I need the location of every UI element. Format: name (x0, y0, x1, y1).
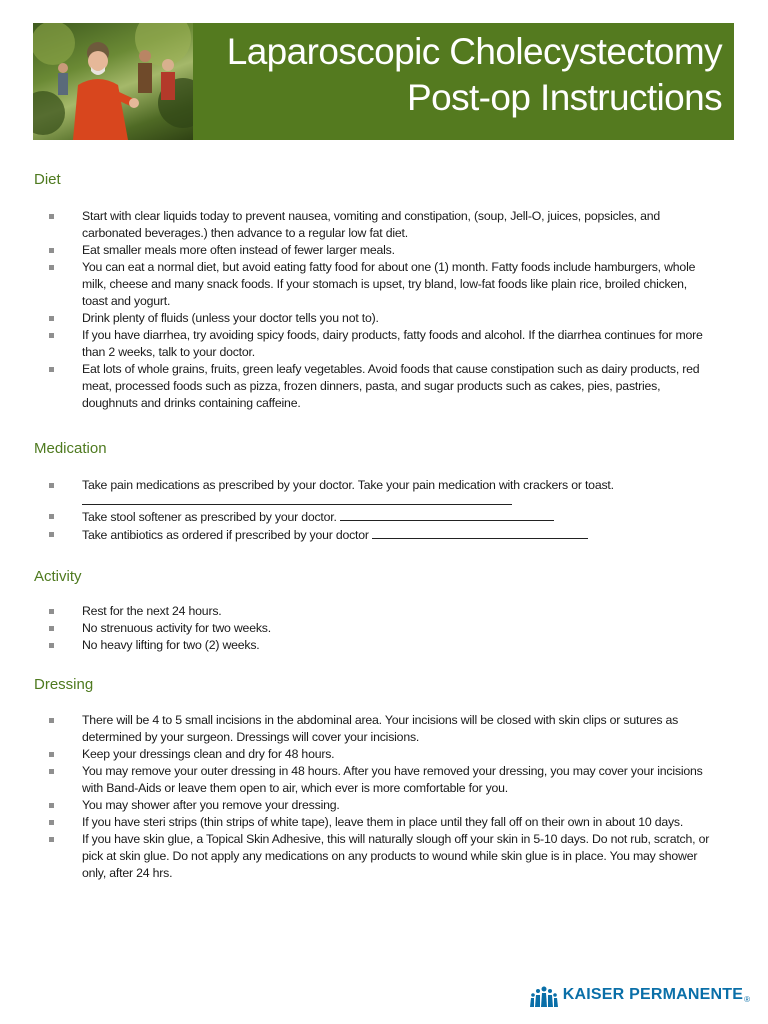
section-title-activity: Activity (34, 568, 82, 585)
section-title-diet: Diet (34, 171, 61, 188)
bullet-icon (49, 367, 54, 372)
kp-symbol-icon (530, 983, 558, 1007)
bullet-icon (49, 333, 54, 338)
section-activity (34, 568, 714, 654)
bullet-icon (49, 769, 54, 774)
list-item: You can eat a normal diet, but avoid eating fatty food for about one (1) month. Fatty foods include hamburgers, whole milk, cheese and many snack foods. If your stomach is upset, try bland, low-fat foods like plain rice, broiled chicken, toast and yogurt. (34, 259, 714, 310)
header-banner (33, 23, 734, 140)
list-item: No heavy lifting for two (2) weeks. (34, 637, 714, 654)
list-item: Rest for the next 24 hours. (34, 603, 714, 620)
diet-list (34, 208, 714, 412)
bullet-icon (49, 316, 54, 321)
list-item: Take stool softener as prescribed by your doctor. (34, 508, 714, 526)
bullet-icon (49, 752, 54, 757)
list-item: Keep your dressings clean and dry for 48 hours. (34, 746, 714, 763)
list-item: If you have steri strips (thin strips of white tape), leave them in place until they fall off on their own in about 10 days. (34, 814, 714, 831)
list-item: If you have skin glue, a Topical Skin Adhesive, this will naturally slough off your skin in 5-10 days. Do not rub, scratch, or pick at skin glue. Do not apply any medications on any products to wound while skin glue is in place. You may shower only, after 24 hrs. (34, 831, 714, 882)
bullet-icon (49, 514, 54, 519)
list-item: Take antibiotics as ordered if prescribed by your doctor (34, 526, 714, 544)
bullet-icon (49, 532, 54, 537)
fill-in-blank[interactable] (372, 526, 588, 539)
section-dressing (34, 676, 714, 882)
section-title-dressing: Dressing (34, 676, 94, 693)
activity-list (34, 603, 714, 654)
medication-list (34, 477, 714, 544)
title-banner (193, 23, 734, 140)
bullet-icon (49, 483, 54, 488)
page-title-line-1: Laparoscopic Cholecystectomy (226, 31, 722, 72)
section-title-medication: Medication (34, 440, 107, 457)
fill-in-blank[interactable] (82, 494, 512, 505)
kaiser-permanente-logo (530, 983, 750, 1007)
dressing-list (34, 712, 714, 882)
section-medication (34, 440, 714, 544)
header-photo (33, 23, 193, 140)
bullet-icon (49, 643, 54, 648)
list-item: You may remove your outer dressing in 48 hours. After you have removed your dressing, you may cover your incisions with Band-Aids or leave them open to air, which ever is more comfortable for you. (34, 763, 714, 797)
hikers-illustration (33, 23, 193, 140)
bullet-icon (49, 248, 54, 253)
list-item: Take pain medications as prescribed by your doctor. Take your pain medication with crackers or toast. (34, 477, 714, 505)
bullet-icon (49, 609, 54, 614)
bullet-icon (49, 626, 54, 631)
list-item: There will be 4 to 5 small incisions in the abdominal area. Your incisions will be closed with skin clips or sutures as determined by your surgeon. Dressings will cover your incisions. (34, 712, 714, 746)
logo-text: KAISER PERMANENTE (562, 986, 744, 1003)
bullet-icon (49, 837, 54, 842)
list-item: You may shower after you remove your dressing. (34, 797, 714, 814)
bullet-icon (49, 718, 54, 723)
bullet-icon (49, 265, 54, 270)
page-title-line-2: Post-op Instructions (407, 77, 722, 118)
fill-in-blank[interactable] (340, 508, 554, 521)
list-item: If you have diarrhea, try avoiding spicy foods, dairy products, fatty foods and alcohol. If the diarrhea continues for more than 2 weeks, talk to your doctor. (34, 327, 714, 361)
registered-mark: ® (744, 995, 750, 1004)
list-item: Start with clear liquids today to prevent nausea, vomiting and constipation, (soup, Jell-O, juices, popsicles, and carbonated beverages.) then advance to a regular low fat diet. (34, 208, 714, 242)
bullet-icon (49, 214, 54, 219)
list-item: No strenuous activity for two weeks. (34, 620, 714, 637)
list-item: Drink plenty of fluids (unless your doctor tells you not to). (34, 310, 714, 327)
bullet-icon (49, 803, 54, 808)
list-item: Eat smaller meals more often instead of fewer larger meals. (34, 242, 714, 259)
section-diet (34, 171, 714, 412)
list-item: Eat lots of whole grains, fruits, green leafy vegetables. Avoid foods that cause constipation such as dairy products, red meat, processed foods such as pizza, frozen dinners, pasta, and sugar products such as cakes, pies, pastries, doughnuts and drinks containing caffeine. (34, 361, 714, 412)
bullet-icon (49, 820, 54, 825)
